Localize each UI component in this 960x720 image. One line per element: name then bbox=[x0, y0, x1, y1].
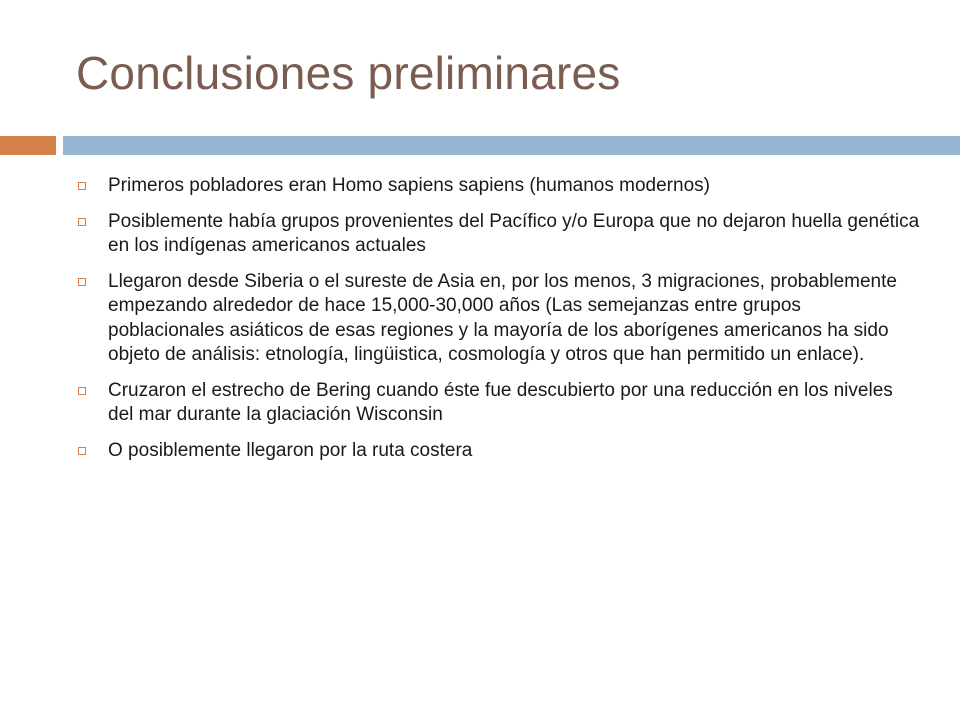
slide-title: Conclusiones preliminares bbox=[76, 47, 621, 99]
title-divider-bar bbox=[63, 136, 960, 155]
square-outline-bullet-icon bbox=[78, 447, 86, 455]
bullet-item bbox=[78, 439, 920, 464]
square-outline-bullet-icon bbox=[78, 278, 86, 286]
bullet-item bbox=[78, 379, 920, 428]
bullet-text: O posiblemente llegaron por la ruta costera bbox=[108, 439, 473, 461]
bullet-item bbox=[78, 270, 920, 368]
square-outline-bullet-icon bbox=[78, 182, 86, 190]
bullet-text: Posiblemente había grupos provenientes del Pacífico y/o Europa que no dejaron huella genética en los indígenas americanos actuales bbox=[108, 210, 920, 256]
bullet-item bbox=[78, 174, 920, 199]
square-outline-bullet-icon bbox=[78, 387, 86, 395]
bullet-text: Llegaron desde Siberia o el sureste de Asia en, por los menos, 3 migraciones, probablemente empezando alrededor de hace 15,000-30,000 años (Las semejanzas entre grupos poblacionales asiáticos de esas regiones y la mayoría de los aborígenes americanos ha sido objeto de análisis: etnología, lingüistica, cosmología y otros que han permitido un enlace). bbox=[108, 270, 897, 365]
bullet-list bbox=[78, 174, 920, 474]
square-outline-bullet-icon bbox=[78, 218, 86, 226]
bullet-text: Primeros pobladores eran Homo sapiens sapiens (humanos modernos) bbox=[108, 175, 710, 196]
bullet-item bbox=[78, 210, 920, 259]
title-accent-bar bbox=[0, 136, 56, 155]
bullet-text: Cruzaron el estrecho de Bering cuando éste fue descubierto por una reducción en los niveles del mar durante la glaciación Wisconsin bbox=[108, 379, 893, 425]
